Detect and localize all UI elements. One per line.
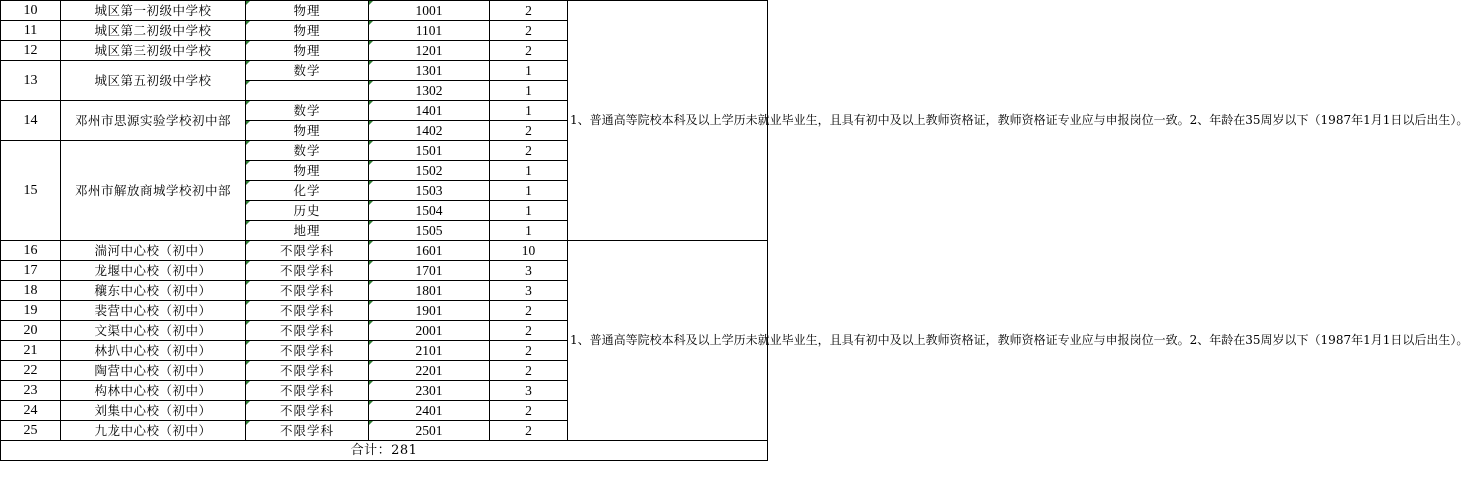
subject-cell[interactable]: 数学 xyxy=(246,61,369,81)
position-code-cell[interactable]: 1505 xyxy=(369,221,490,241)
position-code-cell[interactable]: 1001 xyxy=(369,1,490,21)
headcount-cell[interactable]: 2 xyxy=(490,421,568,441)
position-code-cell[interactable]: 2201 xyxy=(369,361,490,381)
row-number[interactable]: 19 xyxy=(1,301,61,321)
school-name[interactable]: 城区第一初级中学校 xyxy=(61,1,246,21)
school-name[interactable]: 裴营中心校（初中） xyxy=(61,301,246,321)
position-code-cell[interactable]: 2101 xyxy=(369,341,490,361)
row-number[interactable]: 21 xyxy=(1,341,61,361)
headcount-cell[interactable]: 2 xyxy=(490,341,568,361)
position-code-cell[interactable]: 1701 xyxy=(369,261,490,281)
requirements-cell[interactable]: 1、普通高等院校本科及以上学历未就业毕业生，且具有初中及以上教师资格证，教师资格证专业应与申报岗位一致。2、年龄在35周岁以下（1987年1月1日以后出生）。 xyxy=(568,241,768,441)
headcount-cell[interactable]: 1 xyxy=(490,221,568,241)
position-code-cell[interactable]: 2401 xyxy=(369,401,490,421)
school-name[interactable]: 湍河中心校（初中） xyxy=(61,241,246,261)
subject-cell[interactable]: 不限学科 xyxy=(246,341,369,361)
subject-cell[interactable]: 不限学科 xyxy=(246,381,369,401)
subject-cell[interactable]: 不限学科 xyxy=(246,401,369,421)
row-number[interactable]: 22 xyxy=(1,361,61,381)
school-name[interactable]: 九龙中心校（初中） xyxy=(61,421,246,441)
position-code-cell[interactable]: 1503 xyxy=(369,181,490,201)
position-code-cell[interactable]: 1502 xyxy=(369,161,490,181)
position-code-cell[interactable]: 1101 xyxy=(369,21,490,41)
school-name[interactable]: 城区第三初级中学校 xyxy=(61,41,246,61)
headcount-cell[interactable]: 1 xyxy=(490,101,568,121)
headcount-cell[interactable]: 3 xyxy=(490,261,568,281)
subject-cell[interactable]: 物理 xyxy=(246,161,369,181)
school-name[interactable]: 构林中心校（初中） xyxy=(61,381,246,401)
school-name[interactable]: 城区第五初级中学校 xyxy=(61,61,246,101)
position-code-cell[interactable]: 1601 xyxy=(369,241,490,261)
position-code-cell[interactable]: 2501 xyxy=(369,421,490,441)
requirements-cell[interactable]: 1、普通高等院校本科及以上学历未就业毕业生，且具有初中及以上教师资格证，教师资格证专业应与申报岗位一致。2、年龄在35周岁以下（1987年1月1日以后出生）。 xyxy=(568,1,768,241)
position-code-cell[interactable]: 1501 xyxy=(369,141,490,161)
headcount-cell[interactable]: 1 xyxy=(490,61,568,81)
subject-cell[interactable]: 不限学科 xyxy=(246,421,369,441)
headcount-cell[interactable]: 2 xyxy=(490,401,568,421)
school-name[interactable]: 龙堰中心校（初中） xyxy=(61,261,246,281)
position-code-cell[interactable]: 1402 xyxy=(369,121,490,141)
position-code-cell[interactable]: 2301 xyxy=(369,381,490,401)
subject-cell[interactable]: 物理 xyxy=(246,121,369,141)
school-name[interactable]: 邓州市解放商城学校初中部 xyxy=(61,141,246,241)
row-number[interactable]: 11 xyxy=(1,21,61,41)
row-number[interactable]: 15 xyxy=(1,141,61,241)
position-code-cell[interactable]: 1801 xyxy=(369,281,490,301)
position-code-cell[interactable]: 1302 xyxy=(369,81,490,101)
subject-cell[interactable]: 历史 xyxy=(246,201,369,221)
row-number[interactable]: 12 xyxy=(1,41,61,61)
headcount-cell[interactable]: 3 xyxy=(490,281,568,301)
row-number[interactable]: 23 xyxy=(1,381,61,401)
subject-cell[interactable]: 不限学科 xyxy=(246,241,369,261)
school-name[interactable]: 文渠中心校（初中） xyxy=(61,321,246,341)
headcount-cell[interactable]: 2 xyxy=(490,321,568,341)
position-code-cell[interactable]: 1301 xyxy=(369,61,490,81)
headcount-cell[interactable]: 1 xyxy=(490,81,568,101)
subject-cell[interactable]: 数学 xyxy=(246,101,369,121)
subject-cell[interactable]: 不限学科 xyxy=(246,321,369,341)
position-code-cell[interactable]: 1504 xyxy=(369,201,490,221)
table-row xyxy=(1,1,768,21)
school-name[interactable]: 林扒中心校（初中） xyxy=(61,341,246,361)
subject-cell[interactable]: 不限学科 xyxy=(246,261,369,281)
position-code-cell[interactable]: 2001 xyxy=(369,321,490,341)
headcount-cell[interactable]: 2 xyxy=(490,121,568,141)
row-number[interactable]: 25 xyxy=(1,421,61,441)
headcount-cell[interactable]: 1 xyxy=(490,201,568,221)
headcount-cell[interactable]: 2 xyxy=(490,301,568,321)
row-number[interactable]: 24 xyxy=(1,401,61,421)
school-name[interactable]: 邓州市思源实验学校初中部 xyxy=(61,101,246,141)
subject-cell[interactable] xyxy=(246,81,369,101)
subject-cell[interactable]: 物理 xyxy=(246,21,369,41)
subject-cell[interactable]: 不限学科 xyxy=(246,301,369,321)
table-row xyxy=(1,241,768,261)
subject-cell[interactable]: 物理 xyxy=(246,41,369,61)
headcount-cell[interactable]: 1 xyxy=(490,181,568,201)
headcount-cell[interactable]: 1 xyxy=(490,161,568,181)
row-number[interactable]: 16 xyxy=(1,241,61,261)
total-row xyxy=(1,441,768,461)
table-body xyxy=(1,1,1468,461)
subject-cell[interactable]: 不限学科 xyxy=(246,281,369,301)
subject-cell[interactable]: 不限学科 xyxy=(246,361,369,381)
headcount-cell[interactable]: 2 xyxy=(490,361,568,381)
headcount-cell[interactable]: 2 xyxy=(490,1,568,21)
subject-cell[interactable]: 地理 xyxy=(246,221,369,241)
school-name[interactable]: 城区第二初级中学校 xyxy=(61,21,246,41)
position-code-cell[interactable]: 1901 xyxy=(369,301,490,321)
subject-cell[interactable]: 物理 xyxy=(246,1,369,21)
position-code-cell[interactable]: 1201 xyxy=(369,41,490,61)
subject-cell[interactable]: 数学 xyxy=(246,141,369,161)
headcount-cell[interactable]: 2 xyxy=(490,41,568,61)
headcount-cell[interactable]: 10 xyxy=(490,241,568,261)
school-name[interactable]: 刘集中心校（初中） xyxy=(61,401,246,421)
school-name[interactable]: 穰东中心校（初中） xyxy=(61,281,246,301)
headcount-cell[interactable]: 3 xyxy=(490,381,568,401)
subject-cell[interactable]: 化学 xyxy=(246,181,369,201)
row-number[interactable]: 14 xyxy=(1,101,61,141)
row-number[interactable]: 17 xyxy=(1,261,61,281)
school-name[interactable]: 陶营中心校（初中） xyxy=(61,361,246,381)
row-number[interactable]: 13 xyxy=(1,61,61,101)
position-code-cell[interactable]: 1401 xyxy=(369,101,490,121)
row-number[interactable]: 10 xyxy=(1,1,61,21)
total-label[interactable]: 合计：281 xyxy=(1,441,768,461)
row-number[interactable]: 18 xyxy=(1,281,61,301)
headcount-cell[interactable]: 2 xyxy=(490,21,568,41)
headcount-cell[interactable]: 2 xyxy=(490,141,568,161)
row-number[interactable]: 20 xyxy=(1,321,61,341)
